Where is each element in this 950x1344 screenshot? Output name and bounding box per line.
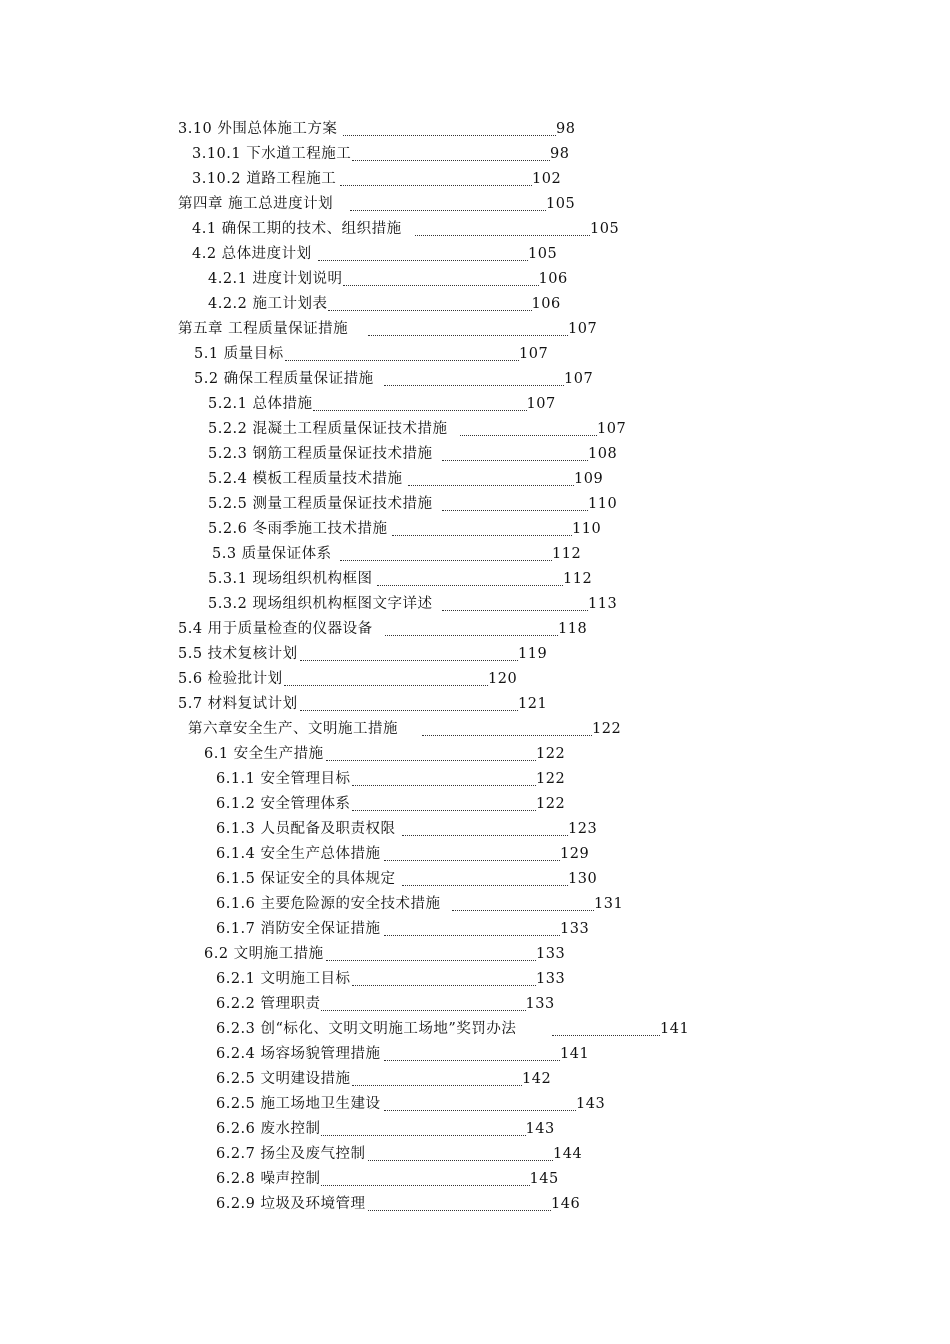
toc-dot-leader bbox=[384, 1110, 576, 1111]
toc-page-number: 107 bbox=[519, 346, 549, 362]
toc-entry[interactable] bbox=[194, 366, 593, 388]
toc-entry[interactable] bbox=[208, 516, 601, 538]
toc-page-number: 133 bbox=[536, 946, 566, 962]
toc-entry[interactable] bbox=[178, 191, 575, 213]
toc-entry[interactable] bbox=[178, 641, 547, 663]
toc-dot-leader bbox=[442, 610, 588, 611]
toc-dot-leader bbox=[384, 860, 560, 861]
toc-dot-leader bbox=[285, 360, 519, 361]
toc-entry[interactable] bbox=[208, 591, 617, 613]
toc-dot-leader bbox=[368, 335, 568, 336]
toc-dot-leader bbox=[284, 685, 488, 686]
toc-page-number: 107 bbox=[564, 371, 594, 387]
toc-entry-title: 3.10.1 下水道工程施工 bbox=[192, 146, 352, 162]
toc-entry[interactable] bbox=[188, 716, 621, 738]
toc-page-number: 123 bbox=[568, 821, 598, 837]
toc-dot-leader bbox=[352, 1085, 522, 1086]
toc-dot-leader bbox=[415, 235, 590, 236]
toc-dot-leader bbox=[321, 1135, 526, 1136]
toc-entry-title: 6.1.4 安全生产总体措施 bbox=[216, 846, 381, 862]
toc-entry[interactable] bbox=[216, 1066, 551, 1088]
toc-dot-leader bbox=[300, 660, 518, 661]
toc-dot-leader bbox=[326, 760, 536, 761]
toc-entry[interactable] bbox=[216, 1191, 580, 1213]
toc-entry[interactable] bbox=[178, 616, 587, 638]
toc-page-number: 112 bbox=[563, 571, 593, 587]
toc-entry-title: 5.2.2 混凝土工程质量保证技术措施 bbox=[208, 421, 448, 437]
toc-entry-title: 6.2.5 施工场地卫生建设 bbox=[216, 1096, 381, 1112]
toc-entry-title: 第六章安全生产、文明施工措施 bbox=[188, 721, 398, 737]
toc-entry-title: 6.2.5 文明建设措施 bbox=[216, 1071, 351, 1087]
toc-entry[interactable] bbox=[192, 141, 569, 163]
toc-page-number: 119 bbox=[518, 646, 548, 662]
toc-page-number: 122 bbox=[592, 721, 622, 737]
toc-entry-title: 6.1 安全生产措施 bbox=[204, 746, 324, 762]
toc-page-number: 121 bbox=[518, 696, 548, 712]
toc-entry[interactable] bbox=[216, 1041, 589, 1063]
toc-entry[interactable] bbox=[178, 116, 575, 138]
toc-entry[interactable] bbox=[208, 266, 568, 288]
toc-entry-title: 5.2.1 总体措施 bbox=[208, 396, 313, 412]
toc-page-number: 112 bbox=[552, 546, 582, 562]
toc-dot-leader bbox=[328, 310, 532, 311]
toc-entry-title: 6.1.6 主要危险源的安全技术措施 bbox=[216, 896, 441, 912]
toc-entry[interactable] bbox=[208, 441, 617, 463]
toc-dot-leader bbox=[552, 1035, 660, 1036]
toc-page-number: 122 bbox=[536, 771, 566, 787]
toc-entry[interactable] bbox=[216, 1166, 559, 1188]
toc-entry-title: 第五章 工程质量保证措施 bbox=[178, 321, 349, 337]
toc-entry-title: 5.3 质量保证体系 bbox=[212, 546, 332, 562]
toc-entry-title: 6.1.2 安全管理体系 bbox=[216, 796, 351, 812]
toc-page-number: 105 bbox=[528, 246, 558, 262]
toc-entry-title: 6.2.1 文明施工目标 bbox=[216, 971, 351, 987]
toc-entry[interactable] bbox=[216, 991, 555, 1013]
toc-entry[interactable] bbox=[216, 766, 565, 788]
toc-dot-leader bbox=[340, 185, 532, 186]
toc-dot-leader bbox=[408, 485, 574, 486]
toc-dot-leader bbox=[422, 735, 592, 736]
toc-entry-title: 6.2.7 扬尘及废气控制 bbox=[216, 1146, 366, 1162]
toc-page-number: 106 bbox=[538, 271, 568, 287]
toc-entry-title: 5.1 质量目标 bbox=[194, 346, 284, 362]
toc-page-number: 109 bbox=[574, 471, 604, 487]
toc-dot-leader bbox=[385, 635, 558, 636]
toc-page-number: 133 bbox=[525, 996, 555, 1012]
toc-dot-leader bbox=[460, 435, 597, 436]
toc-page-number: 98 bbox=[556, 121, 576, 137]
toc-dot-leader bbox=[368, 1210, 551, 1211]
toc-dot-leader bbox=[313, 410, 527, 411]
toc-dot-leader bbox=[384, 1060, 560, 1061]
toc-page-number: 144 bbox=[553, 1146, 583, 1162]
toc-page-number: 133 bbox=[536, 971, 566, 987]
toc-entry[interactable] bbox=[192, 241, 557, 263]
toc-entry-title: 6.2.6 废水控制 bbox=[216, 1121, 321, 1137]
toc-page-number: 141 bbox=[660, 1021, 690, 1037]
toc-entry[interactable] bbox=[194, 341, 548, 363]
toc-dot-leader bbox=[352, 160, 550, 161]
toc-page-number: 102 bbox=[532, 171, 562, 187]
toc-entry-title: 第四章 施工总进度计划 bbox=[178, 196, 334, 212]
toc-page-number: 110 bbox=[572, 521, 602, 537]
toc-entry-title: 4.2.1 进度计划说明 bbox=[208, 271, 343, 287]
toc-page-number: 107 bbox=[526, 396, 556, 412]
toc-entry[interactable] bbox=[216, 1116, 555, 1138]
toc-entry-title: 5.2.5 测量工程质量保证技术措施 bbox=[208, 496, 433, 512]
toc-entry[interactable] bbox=[216, 1141, 582, 1163]
toc-entry[interactable] bbox=[216, 866, 597, 888]
toc-entry-title: 3.10.2 道路工程施工 bbox=[192, 171, 337, 187]
toc-dot-leader bbox=[384, 935, 560, 936]
toc-dot-leader bbox=[318, 260, 528, 261]
toc-dot-leader bbox=[402, 835, 568, 836]
toc-page-number: 108 bbox=[588, 446, 618, 462]
toc-dot-leader bbox=[350, 210, 546, 211]
toc-dot-leader bbox=[352, 810, 536, 811]
toc-entry[interactable] bbox=[208, 291, 561, 313]
toc-entry[interactable] bbox=[208, 491, 617, 513]
toc-entry[interactable] bbox=[212, 541, 581, 563]
toc-entry[interactable] bbox=[216, 841, 589, 863]
toc-entry-title: 5.2.4 模板工程质量技术措施 bbox=[208, 471, 403, 487]
toc-page-number: 143 bbox=[525, 1121, 555, 1137]
toc-entry-title: 5.2.6 冬雨季施工技术措施 bbox=[208, 521, 388, 537]
toc-page-number: 145 bbox=[529, 1171, 559, 1187]
toc-page-number: 113 bbox=[588, 596, 618, 612]
toc-dot-leader bbox=[340, 560, 552, 561]
toc-dot-leader bbox=[300, 710, 518, 711]
toc-entry-title: 6.2.4 场容场貌管理措施 bbox=[216, 1046, 381, 1062]
toc-entry-title: 5.2.3 钢筋工程质量保证技术措施 bbox=[208, 446, 433, 462]
toc-page-number: 120 bbox=[488, 671, 518, 687]
toc-entry-title: 5.3.1 现场组织机构框图 bbox=[208, 571, 373, 587]
toc-entry[interactable] bbox=[216, 816, 597, 838]
toc-entry-title: 6.2.9 垃圾及环境管理 bbox=[216, 1196, 366, 1212]
toc-entry[interactable] bbox=[178, 316, 597, 338]
toc-page-number: 133 bbox=[560, 921, 590, 937]
toc-page-number: 142 bbox=[522, 1071, 552, 1087]
toc-page-number: 122 bbox=[536, 746, 566, 762]
toc-entry[interactable] bbox=[216, 916, 589, 938]
toc-dot-leader bbox=[352, 985, 536, 986]
toc-entry[interactable] bbox=[204, 941, 565, 963]
toc-page-number: 146 bbox=[551, 1196, 581, 1212]
toc-dot-leader bbox=[352, 785, 536, 786]
toc-entry-title: 4.1 确保工期的技术、组织措施 bbox=[192, 221, 402, 237]
toc-page-number: 105 bbox=[546, 196, 576, 212]
toc-entry[interactable] bbox=[208, 566, 592, 588]
toc-page-number: 130 bbox=[568, 871, 598, 887]
toc-page-number: 122 bbox=[536, 796, 566, 812]
toc-dot-leader bbox=[368, 1160, 553, 1161]
toc-dot-leader bbox=[321, 1010, 526, 1011]
toc-page-number: 143 bbox=[576, 1096, 606, 1112]
toc-page-number: 106 bbox=[531, 296, 561, 312]
toc-entry[interactable] bbox=[178, 666, 517, 688]
toc-dot-leader bbox=[321, 1185, 530, 1186]
toc-entry-title: 6.2.8 噪声控制 bbox=[216, 1171, 321, 1187]
toc-page-number: 129 bbox=[560, 846, 590, 862]
toc-entry-title: 6.1.1 安全管理目标 bbox=[216, 771, 351, 787]
toc-dot-leader bbox=[377, 585, 563, 586]
toc-entry[interactable] bbox=[216, 1016, 689, 1038]
toc-dot-leader bbox=[384, 385, 564, 386]
toc-page-number: 98 bbox=[550, 146, 570, 162]
toc-page-number: 107 bbox=[568, 321, 598, 337]
toc-entry-title: 3.10 外围总体施工方案 bbox=[178, 121, 338, 137]
toc-dot-leader bbox=[402, 885, 568, 886]
toc-entry[interactable] bbox=[208, 416, 626, 438]
toc-page-number: 131 bbox=[594, 896, 624, 912]
toc-entry-title: 4.2.2 施工计划表 bbox=[208, 296, 328, 312]
toc-entry[interactable] bbox=[216, 1091, 605, 1113]
toc-entry[interactable] bbox=[192, 216, 619, 238]
toc-entry-title: 6.1.7 消防安全保证措施 bbox=[216, 921, 381, 937]
toc-page-number: 118 bbox=[558, 621, 588, 637]
toc-entry-title: 6.2 文明施工措施 bbox=[204, 946, 324, 962]
toc-entry-title: 4.2 总体进度计划 bbox=[192, 246, 312, 262]
toc-entry-title: 5.4 用于质量检查的仪器设备 bbox=[178, 621, 373, 637]
toc-entry[interactable] bbox=[204, 741, 565, 763]
toc-dot-leader bbox=[326, 960, 536, 961]
toc-entry-title: 5.6 检验批计划 bbox=[178, 671, 283, 687]
toc-entry-title: 5.2 确保工程质量保证措施 bbox=[194, 371, 374, 387]
toc-page-number: 105 bbox=[590, 221, 620, 237]
toc-entry[interactable] bbox=[216, 891, 623, 913]
toc-entry-title: 5.7 材料复试计划 bbox=[178, 696, 298, 712]
toc-dot-leader bbox=[343, 285, 539, 286]
toc-entry-title: 6.1.3 人员配备及职责权限 bbox=[216, 821, 396, 837]
toc-page-number: 110 bbox=[588, 496, 618, 512]
toc-entry[interactable] bbox=[208, 466, 603, 488]
toc-entry-title: 5.5 技术复核计划 bbox=[178, 646, 298, 662]
toc-dot-leader bbox=[392, 535, 572, 536]
toc-dot-leader bbox=[442, 460, 588, 461]
toc-entry[interactable] bbox=[208, 391, 556, 413]
toc-dot-leader bbox=[442, 510, 588, 511]
toc-dot-leader bbox=[452, 910, 594, 911]
toc-entry-title: 5.3.2 现场组织机构框图文字详述 bbox=[208, 596, 433, 612]
toc-entry-title: 6.2.2 管理职责 bbox=[216, 996, 321, 1012]
toc-entry-title: 6.1.5 保证安全的具体规定 bbox=[216, 871, 396, 887]
toc-entry-title: 6.2.3 创“标化、文明文明施工场地”奖罚办法 bbox=[216, 1021, 517, 1037]
toc-entry[interactable] bbox=[216, 791, 565, 813]
toc-entry[interactable] bbox=[178, 691, 547, 713]
toc-entry[interactable] bbox=[192, 166, 561, 188]
toc-entry[interactable] bbox=[216, 966, 565, 988]
toc-dot-leader bbox=[343, 135, 556, 136]
toc-page-number: 141 bbox=[560, 1046, 590, 1062]
toc-page-number: 107 bbox=[597, 421, 627, 437]
